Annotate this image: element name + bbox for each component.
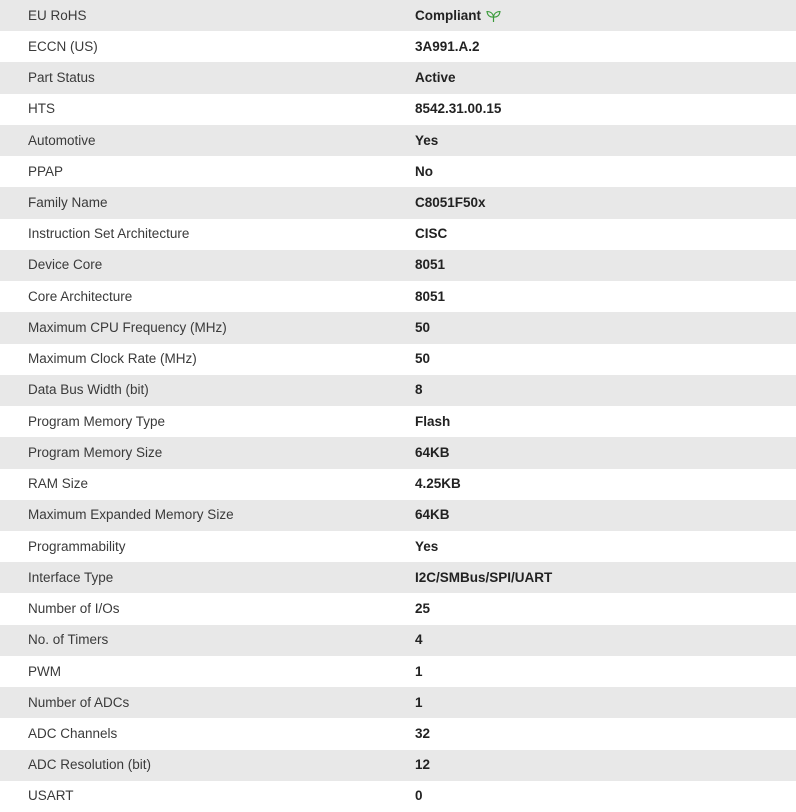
spec-label: EU RoHS [28,7,87,23]
spec-value-cell [388,0,796,31]
spec-value: Yes [415,538,439,554]
spec-row [0,750,796,781]
spec-label: Number of I/Os [28,601,120,617]
spec-row [0,156,796,187]
spec-row [0,687,796,718]
spec-row [0,500,796,531]
spec-label: Number of ADCs [28,694,130,710]
spec-row [0,219,796,250]
spec-value: 32 [415,726,431,741]
spec-row [0,625,796,656]
spec-label: No. of Timers [28,632,109,648]
spec-row [0,531,796,562]
spec-value: 1 [415,663,423,679]
spec-row [0,344,796,375]
spec-row [0,656,796,687]
spec-label: Family Name [28,195,108,211]
spec-row [0,62,796,93]
spec-value: 12 [415,757,431,773]
spec-value: 0 [415,788,423,804]
spec-label: ECCN (US) [28,38,98,54]
leaf-icon [486,10,501,23]
spec-label: USART [28,788,74,804]
spec-value: C8051F50x [415,195,486,211]
spec-value: 8 [415,382,423,398]
spec-label: Program Memory Size [28,444,163,460]
spec-value: CISC [415,226,448,242]
spec-row [0,375,796,406]
spec-value: 1 [415,694,423,710]
spec-label: HTS [28,101,55,117]
spec-label: ADC Channels [28,726,118,741]
spec-row [0,562,796,593]
spec-value: 3A991.A.2 [415,38,480,54]
spec-row [0,718,796,749]
spec-value: Flash [415,413,451,429]
spec-label: Interface Type [28,569,114,585]
spec-value: 50 [415,351,431,367]
spec-value: Active [415,70,456,86]
spec-label: Automotive [28,132,96,148]
spec-label: Maximum Expanded Memory Size [28,507,234,523]
spec-label: Maximum Clock Rate (MHz) [28,351,197,367]
spec-label: PPAP [28,163,64,179]
spec-value: 8542.31.00.15 [415,101,502,117]
spec-value: I2C/SMBus/SPI/UART [415,569,553,585]
spec-row [0,593,796,624]
spec-label: Instruction Set Architecture [28,226,190,242]
spec-label: Program Memory Type [28,413,166,429]
spec-label: PWM [28,663,61,679]
spec-value: Yes [415,132,439,148]
spec-row [0,187,796,218]
spec-label: ADC Resolution (bit) [28,757,152,773]
spec-row [0,312,796,343]
spec-row [0,250,796,281]
spec-label: Core Architecture [28,288,133,304]
spec-label: Device Core [28,257,103,273]
spec-row [0,781,796,812]
spec-value: 8051 [415,257,446,273]
spec-row [0,94,796,125]
spec-value: Compliant [415,7,481,23]
spec-value: 64KB [415,507,450,523]
spec-value: 4 [415,632,423,648]
spec-row [0,125,796,156]
spec-value: 4.25KB [415,476,461,492]
spec-value: 8051 [415,288,446,304]
spec-label: Maximum CPU Frequency (MHz) [28,319,227,335]
spec-label: RAM Size [28,476,89,492]
spec-value: 50 [415,319,431,335]
spec-value: 25 [415,601,431,617]
spec-value: 64KB [415,444,450,460]
spec-row [0,437,796,468]
spec-row [0,281,796,312]
spec-label: Programmability [28,538,126,554]
spec-row [0,469,796,500]
spec-row [0,406,796,437]
spec-value: No [415,163,433,179]
spec-label: Data Bus Width (bit) [28,382,149,398]
spec-row [0,0,796,31]
spec-row [0,31,796,62]
spec-label: Part Status [28,70,95,86]
